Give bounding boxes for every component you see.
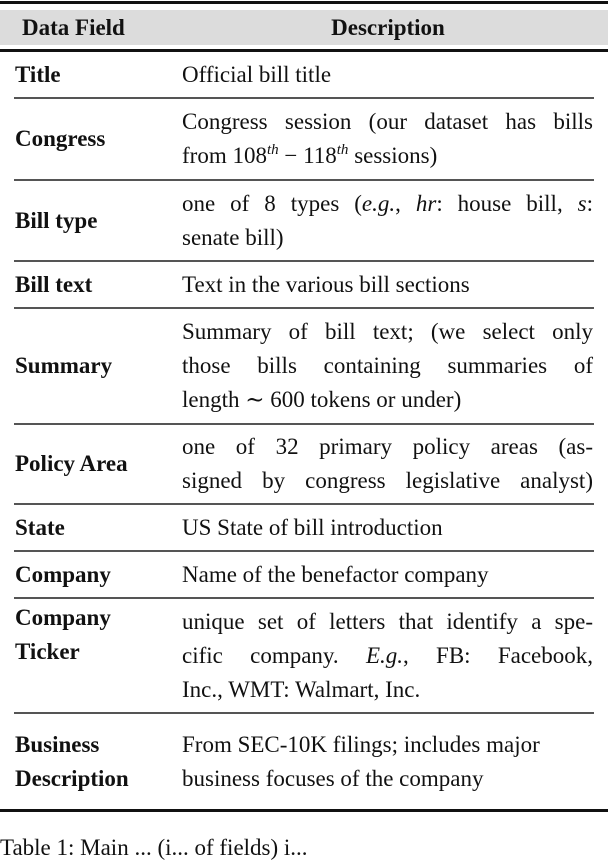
description-text: , FB: Facebook,	[403, 643, 593, 668]
description-line	[182, 430, 593, 464]
table-row	[0, 309, 608, 423]
description-text: e.g.	[361, 191, 396, 216]
description-line	[182, 105, 593, 139]
field-name-line: Summary	[15, 353, 113, 378]
description-line	[182, 511, 593, 545]
field-description	[182, 315, 593, 417]
description-line	[182, 673, 593, 707]
description-text: s	[577, 191, 587, 216]
description-text: Text in the various bill sections	[182, 272, 470, 297]
field-name	[15, 268, 175, 302]
description-line	[182, 558, 593, 592]
description-line	[182, 464, 593, 498]
field-name	[15, 558, 175, 592]
table-row	[0, 262, 608, 307]
description-line	[182, 605, 593, 639]
field-description	[182, 605, 593, 707]
description-line	[182, 762, 593, 796]
description-text: business focuses of the company	[182, 766, 484, 791]
description-text: Official bill title	[182, 62, 332, 87]
description-line	[182, 728, 593, 762]
description-line	[182, 268, 593, 302]
field-name	[15, 58, 175, 92]
description-line	[182, 221, 593, 255]
field-description	[182, 728, 593, 796]
field-description	[182, 430, 593, 498]
field-description	[182, 187, 593, 255]
table-row	[0, 505, 608, 550]
description-text: unique set of letters that identify a spe-	[182, 609, 593, 634]
description-text: those bills containing summaries of	[182, 353, 593, 378]
field-name-line: State	[15, 515, 65, 540]
description-text: senate bill)	[182, 225, 284, 250]
description-text: E.g.	[365, 643, 404, 668]
description-line	[182, 58, 593, 92]
description-line	[182, 349, 593, 383]
table-row	[0, 599, 608, 712]
description-text: ,	[395, 191, 416, 216]
description-text: Name of the benefactor company	[182, 562, 489, 587]
field-name-line: Ticker	[15, 639, 80, 664]
description-text: length ∼ 600 tokens or under)	[182, 387, 462, 412]
superscript-text: th	[266, 142, 279, 158]
description-line	[182, 383, 593, 417]
field-description	[182, 268, 593, 302]
description-text: cific company.	[182, 643, 366, 668]
field-name-line: Congress	[15, 126, 106, 151]
description-text: sessions)	[348, 143, 438, 168]
field-description	[182, 558, 593, 592]
table-row	[0, 425, 608, 503]
description-text: : house bill,	[436, 191, 578, 216]
field-name	[15, 349, 175, 383]
field-name	[15, 447, 175, 481]
field-name-line: Company	[15, 562, 111, 587]
field-name	[15, 601, 175, 669]
table-row	[0, 99, 608, 179]
table-row	[0, 552, 608, 597]
table-row	[0, 52, 608, 97]
description-text: Congress session (our dataset has bills	[182, 109, 593, 134]
header-data-field: Data Field	[22, 15, 125, 40]
field-name-line: Title	[15, 62, 61, 87]
field-name-line: Description	[15, 766, 129, 791]
field-name	[15, 728, 175, 796]
field-name-line: Company	[15, 605, 111, 630]
description-text: US State of bill introduction	[182, 515, 443, 540]
description-text: one of 32 primary policy areas (as-	[182, 434, 593, 459]
caption-text: Table 1: Main ... (i... of fields) i...	[0, 835, 308, 860]
description-text: hr	[415, 191, 437, 216]
description-text: :	[586, 191, 594, 216]
description-text: one of 8 types (	[182, 191, 362, 216]
field-description	[182, 511, 593, 545]
description-line	[182, 639, 593, 673]
header-description: Description	[331, 15, 445, 40]
description-line	[182, 139, 593, 173]
description-text: Inc., WMT: Walmart, Inc.	[182, 677, 421, 702]
description-line	[182, 315, 593, 349]
field-name-line: Bill text	[15, 272, 93, 297]
table-row	[0, 714, 608, 810]
field-name-line: Bill type	[15, 208, 98, 233]
field-name-line: Business	[15, 732, 100, 757]
table-caption	[0, 833, 608, 860]
table-row	[0, 181, 608, 260]
field-name-line: Policy Area	[15, 451, 128, 476]
description-line	[182, 187, 593, 221]
description-text: − 118	[278, 143, 337, 168]
bottom-rule	[0, 809, 608, 812]
top-rule	[0, 1, 608, 4]
description-text: signed by congress legislative analyst)	[182, 468, 593, 493]
field-name	[15, 204, 175, 238]
description-text: From SEC-10K filings; includes major	[182, 732, 540, 757]
description-text: Summary of bill text; (we select only	[182, 319, 593, 344]
description-text: from 108	[182, 143, 267, 168]
field-name	[15, 122, 175, 156]
field-description	[182, 58, 593, 92]
field-description	[182, 105, 593, 173]
field-name	[15, 511, 175, 545]
superscript-text: th	[336, 142, 349, 158]
